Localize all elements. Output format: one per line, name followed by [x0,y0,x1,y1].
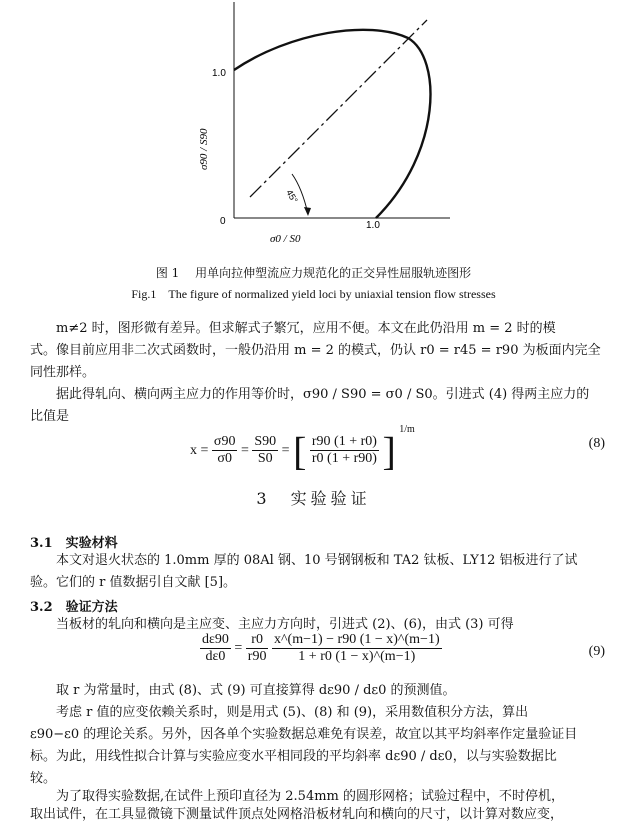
equation-8 [190,424,415,474]
eq9-coef-den: r90 [247,649,267,664]
left-bracket: [ [293,428,307,474]
paragraph-line: ε90−ε0 的理论关系。另外，因各单个实验数据总难免有误差，故宜以其平均斜率作定量验证目 [30,727,578,742]
paragraph-line: m≠2 时，图形微有差异。但求解式子繁冗，应用不便。本文在此仍沿用 m = 2 时的模 [56,321,556,336]
eq8-frac1-den: σ0 [217,451,232,467]
paragraph-line: 取 r 为常量时，由式 (8)、式 (9) 可直接算得 dε90 / dε0 的预测值。 [56,683,456,698]
paragraph-line: 为了取得实验数据,在试件上预印直径为 2.54mm 的圆形网格；试验过程中，不时停机， [56,789,564,804]
eq8-frac2-den: S0 [257,451,273,467]
equation-9-number: (9) [588,644,605,659]
angle-label: 45° [284,188,300,205]
x-axis-label: σ0 / S0 [270,233,301,245]
paragraph-line: 据此得轧向、横向两主应力的作用等价时，σ90 / S90 = σ0 / S0。引进式 (4) 得两主应力的 [56,387,590,402]
y-axis-label: σ90 / S90 [198,128,210,170]
eq9-coef-num: r0 [246,632,269,649]
paragraph-line: 考虑 r 值的应变依赖关系时，则是用式 (5)、(8) 和 (9)，采用数值积分方法，算出 [56,705,529,720]
paragraph-line: 标。为此，用线性拟合计算与实验应变水平相同段的平均斜率 dε90 / dε0，以与实验数据比 [30,749,557,764]
figure-caption-en: Fig.1 The figure of normalized yield loci by uniaxial tension flow stresses [131,287,496,301]
eq8-frac2-num: S90 [254,434,277,450]
equation-9 [200,632,442,676]
paragraph-line: 较。 [30,771,57,786]
paragraph-line: 取出试件，在工具显微镜下测量试件顶点处网格沿板材轧向和横向的尺寸，以计算对数应变， [30,807,564,822]
eq8-equals: = [281,443,290,458]
y-tick-top: 1.0 [212,68,226,79]
right-bracket: ] [382,428,396,474]
equation-8-number: (8) [588,436,605,451]
paragraph-line: 当板材的轧向和横向是主应变、主应力方向时，引进式 (2)、(6)，由式 (3) 可得 [56,617,514,632]
eq9-denominator: 1 + r0 (1 − x)^(m−1) [298,649,416,664]
eq9-lhs-num: dε90 [202,632,229,647]
paragraph-line: 式。像目前应用非二次式函数时，一般仍沿用 m = 2 的模式，仍认 r0 = r45 = r90 为板面内完全 [30,343,601,358]
subsection-3-1-heading: 3.1 实验材料 [30,536,118,551]
section-title: 3 实验验证 [256,489,371,508]
yield-locus-curve [234,30,430,218]
subsection-3-2-heading: 3.2 验证方法 [30,600,118,615]
paragraph-line: 验。它们的 r 值数据引自文献 [5]。 [30,575,237,590]
angle-arrow-icon [304,207,311,216]
eq8-exponent: 1/m [399,424,415,435]
eq8-frac1-num: σ90 [213,434,236,450]
paragraph-line: 同性那样。 [30,365,96,380]
paragraph-line: 本文对退火状态的 1.0mm 厚的 08Al 钢、10 号钢钢板和 TA2 钛板、LY12 铝板进行了试 [56,553,578,568]
eq8-equals: = [240,443,249,458]
eq9-equals: = [234,640,243,656]
yield-loci-figure [180,2,450,254]
eq8-lhs: x = [190,443,209,458]
eq9-lhs-den: dε0 [205,649,226,664]
eq8-frac3-den: r0 (1 + r90) [311,451,377,467]
y-tick-bottom: 0 [220,216,226,227]
x-tick-right: 1.0 [366,220,380,231]
paragraph-line: 比值是 [30,409,70,424]
figure-caption-cn: 图 1 用单向拉伸塑流应力规范化的正交异性屈服轨迹图形 [155,266,472,280]
eq9-numerator: x^(m−1) − r90 (1 − x)^(m−1) [273,632,440,647]
eq8-frac3-num: r90 (1 + r0) [311,434,377,450]
